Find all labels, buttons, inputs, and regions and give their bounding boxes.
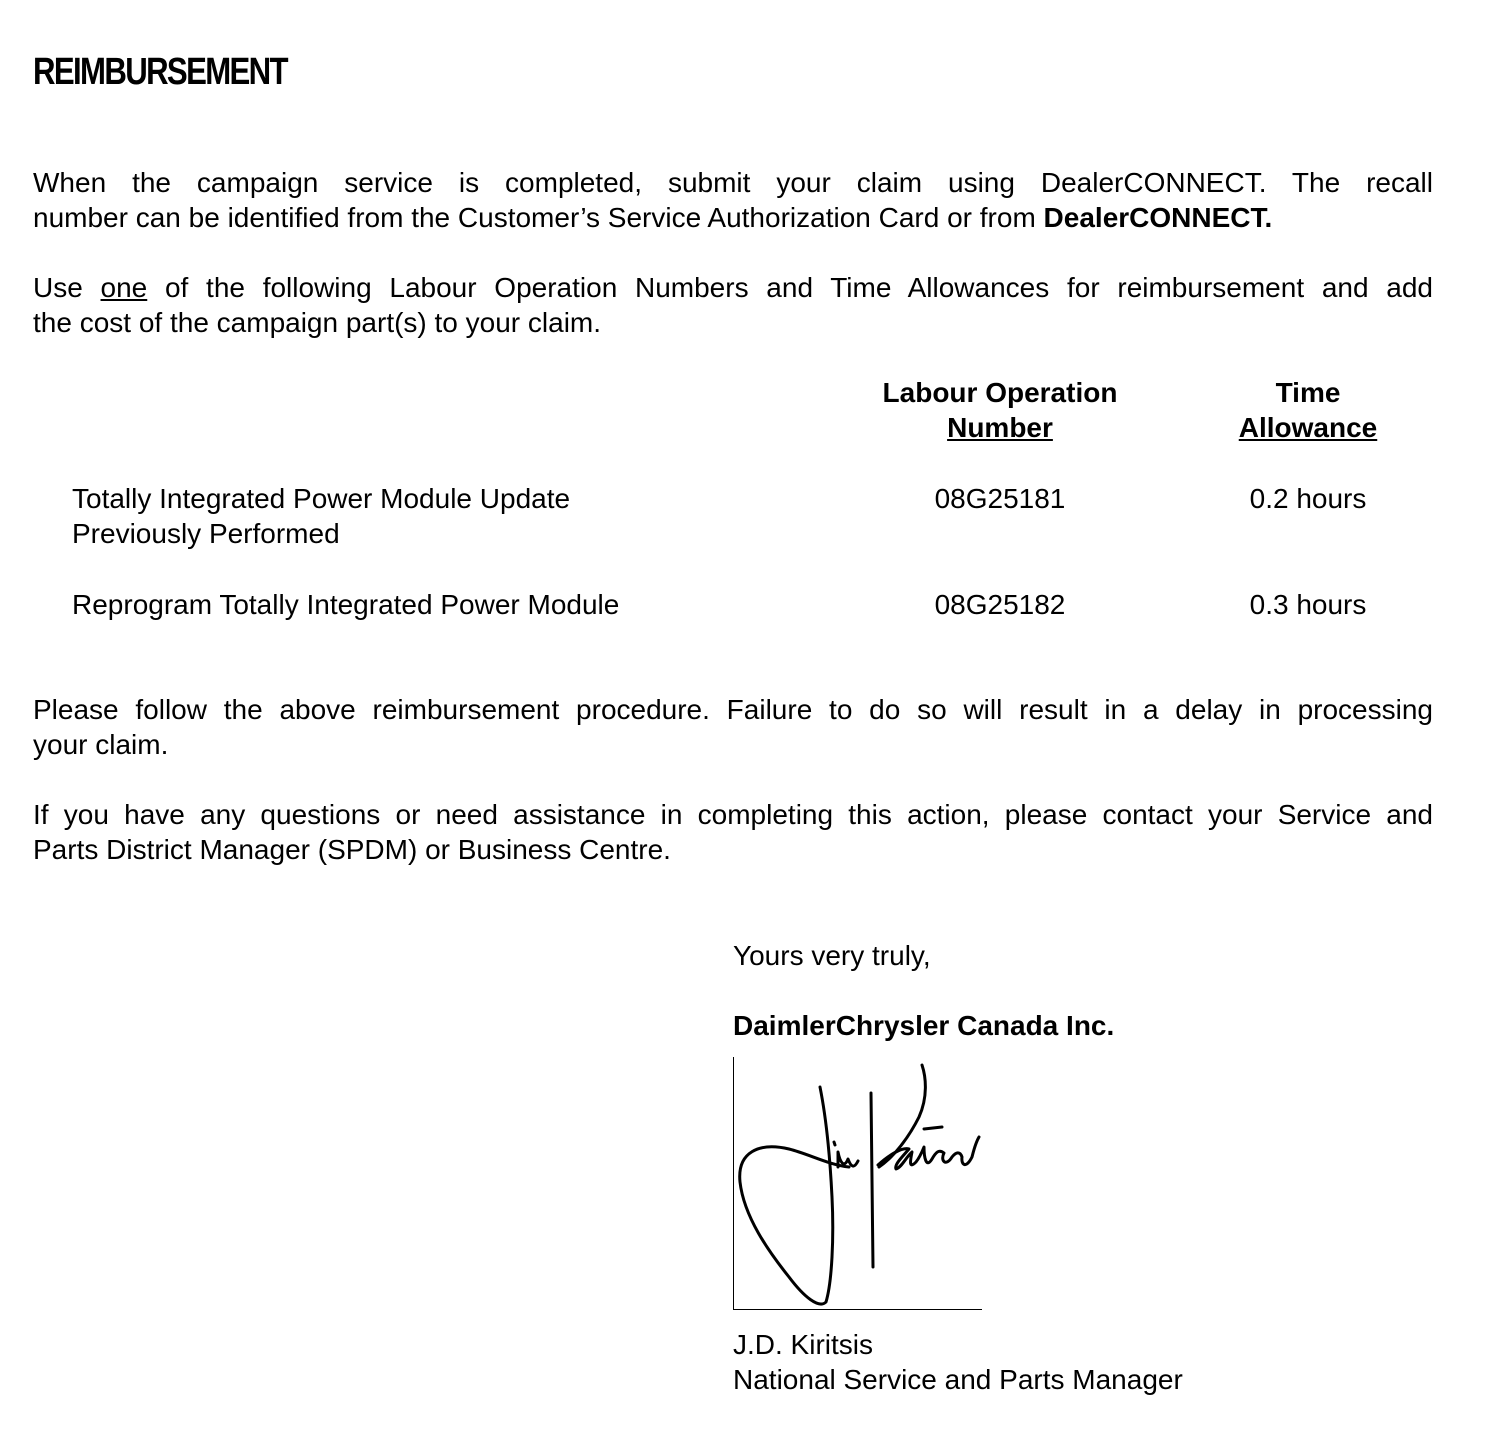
labour-instructions-line-1 xyxy=(33,270,1433,305)
submission-line-2 xyxy=(33,200,1433,235)
row-1-time: 0.2 hours xyxy=(1249,483,1367,514)
submission-paragraph xyxy=(33,165,1433,235)
submission-line-2-text: number can be identified from the Customer’s Service Authorization Card or from xyxy=(33,202,1044,233)
procedure-line-1: Please follow the above reimbursement procedure. Failure to do so will result in a delay in processing xyxy=(33,694,1433,725)
row-1-description-line-2: Previously Performed xyxy=(72,518,340,549)
submission-line-1: When the campaign service is completed, submit your claim using DealerCONNECT. The recall xyxy=(33,167,1433,198)
handwritten-signature xyxy=(734,1057,982,1309)
row-2-labour-op: 08G25182 xyxy=(934,589,1066,620)
header-labour-operation xyxy=(860,375,1140,445)
page-title: REIMBURSEMENT xyxy=(33,51,287,93)
labour-instructions-suffix: of the following Labour Operation Numbers and Time Allowances for reimbursement and add xyxy=(147,272,1433,303)
table-row-1-description xyxy=(72,481,570,551)
contact-line-2: Parts District Manager (SPDM) or Business Centre. xyxy=(33,834,671,865)
table-row-2-description: Reprogram Totally Integrated Power Module xyxy=(72,589,620,620)
header-time-line-2: Allowance xyxy=(1238,412,1378,443)
row-1-labour-op: 08G25181 xyxy=(934,483,1066,514)
company-name: DaimlerChrysler Canada Inc. xyxy=(733,1010,1115,1041)
signatory-title: National Service and Parts Manager xyxy=(733,1364,1183,1395)
signature-box xyxy=(733,1057,982,1310)
header-labour-line-1: Labour Operation xyxy=(882,377,1118,408)
header-time-line-1: Time xyxy=(1275,377,1341,408)
contact-line-1: If you have any questions or need assistance in completing this action, please contact your Service and xyxy=(33,799,1433,830)
underlined-one: one xyxy=(100,272,148,303)
row-2-time: 0.3 hours xyxy=(1249,589,1367,620)
labour-instructions-prefix: Use xyxy=(33,272,101,303)
signatory-name: J.D. Kiritsis xyxy=(733,1329,873,1360)
procedure-paragraph xyxy=(33,692,1433,762)
contact-paragraph xyxy=(33,797,1433,867)
closing-salutation: Yours very truly, xyxy=(733,940,931,971)
header-labour-line-2: Number xyxy=(947,412,1053,443)
header-time-allowance xyxy=(1208,375,1408,445)
row-1-description-line-1: Totally Integrated Power Module Update xyxy=(72,483,571,514)
procedure-line-2: your claim. xyxy=(33,729,169,760)
dealerconnect-bold: DealerCONNECT. xyxy=(1043,202,1273,233)
labour-instructions-paragraph xyxy=(33,270,1433,340)
labour-instructions-line-2: the cost of the campaign part(s) to your claim. xyxy=(33,307,602,338)
